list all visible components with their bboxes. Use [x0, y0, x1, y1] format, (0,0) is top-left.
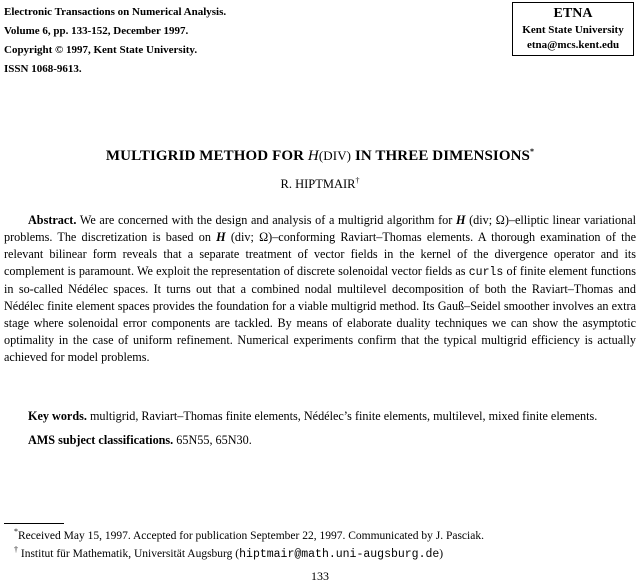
ams-text: 65N55, 65N30.	[173, 433, 252, 447]
abstract-math-1-rest: (div; Ω)	[465, 213, 509, 227]
abstract-text-1: We are concerned with the design and analysis of a multigrid algorithm for	[76, 213, 456, 227]
title-math-div: (DIV)	[318, 148, 352, 163]
footnote-2-email: hiptmair@math.uni-augsburg.de	[239, 548, 440, 561]
etna-box	[512, 2, 634, 56]
page-number: 133	[311, 569, 329, 583]
author-line	[0, 177, 640, 192]
paper-title	[0, 148, 640, 165]
title-math-h: H	[307, 148, 319, 164]
abstract-math-2-rest: (div; Ω)	[225, 230, 273, 244]
author-name: R. HIPTMAIR	[280, 177, 356, 191]
keywords-label: Key words.	[28, 409, 87, 423]
abstract-label: Abstract.	[28, 213, 77, 227]
title-pre: MULTIGRID METHOD FOR	[105, 148, 308, 164]
abstract-text-4: of finite element functions in so-called Nédélec spaces. It turns out that a combined nodal multilevel decomposition of both the Raviart–Thomas and Nédélec finite element spaces provides the foundation for a viable multigrid method. Its Gauß–Seidel smoother involves an extra stage where solenoidal error components are tackled. By means of elaborate duality techniques we can show the asymptotic optimality in the case of uniform refinement. Numerical experiments confirm that the typical multigrid efficiency is actually achieved for model problems.	[4, 264, 637, 364]
etna-university: Kent State University	[522, 24, 624, 36]
journal-name: Electronic Transactions on Numerical Analysis.	[4, 6, 227, 18]
footnote-2-text: Institut für Mathematik, Universität Augsburg (	[18, 548, 240, 560]
abstract-text-2: –elliptic linear variational problems. The discretization is based on	[4, 213, 637, 244]
footnote-2-close: )	[439, 548, 444, 560]
title-post: IN THREE DIMENSIONS	[351, 148, 530, 164]
abstract-math-2-bold: H	[216, 230, 226, 244]
etna-title: ETNA	[553, 6, 593, 21]
keywords-text: multigrid, Raviart–Thomas finite elements, Nédélec’s finite elements, multilevel, mixed finite elements.	[86, 409, 598, 423]
ams-label: AMS subject classifications.	[28, 433, 174, 447]
author-footnote-mark: †	[355, 175, 360, 185]
title-math	[308, 148, 351, 164]
abstract-text-3: –conforming Raviart–Thomas elements. A thorough examination of the relevant bilinear form reveals that a separate treatment of vector fields in the kernel of the divergence operator and its complement is paramount. We exploit the representation of discrete solenoidal vector fields as	[4, 230, 636, 278]
journal-header	[4, 3, 226, 79]
abstract	[4, 212, 636, 366]
abstract-curls: curls	[468, 266, 504, 279]
footnote-1-text: Received May 15, 1997. Accepted for publication September 22, 1997. Communicated by J. Pasciak.	[18, 530, 484, 542]
footnote-affiliation	[14, 546, 443, 563]
abstract-math-1-bold: H	[455, 213, 466, 227]
title-footnote-mark: *	[529, 147, 535, 156]
copyright-line: Copyright © 1997, Kent State University.	[4, 44, 198, 56]
footnote-2-mark: †	[14, 545, 18, 555]
footnote-received	[14, 528, 484, 544]
etna-email: etna@mcs.kent.edu	[526, 39, 620, 51]
ams-classifications	[28, 432, 252, 449]
volume-info: Volume 6, pp. 133-152, December 1997.	[4, 25, 189, 37]
issn-line: ISSN 1068-9613.	[4, 63, 82, 75]
footnote-rule	[4, 523, 64, 524]
footnote-1-mark: *	[14, 527, 18, 537]
keywords	[4, 408, 636, 425]
